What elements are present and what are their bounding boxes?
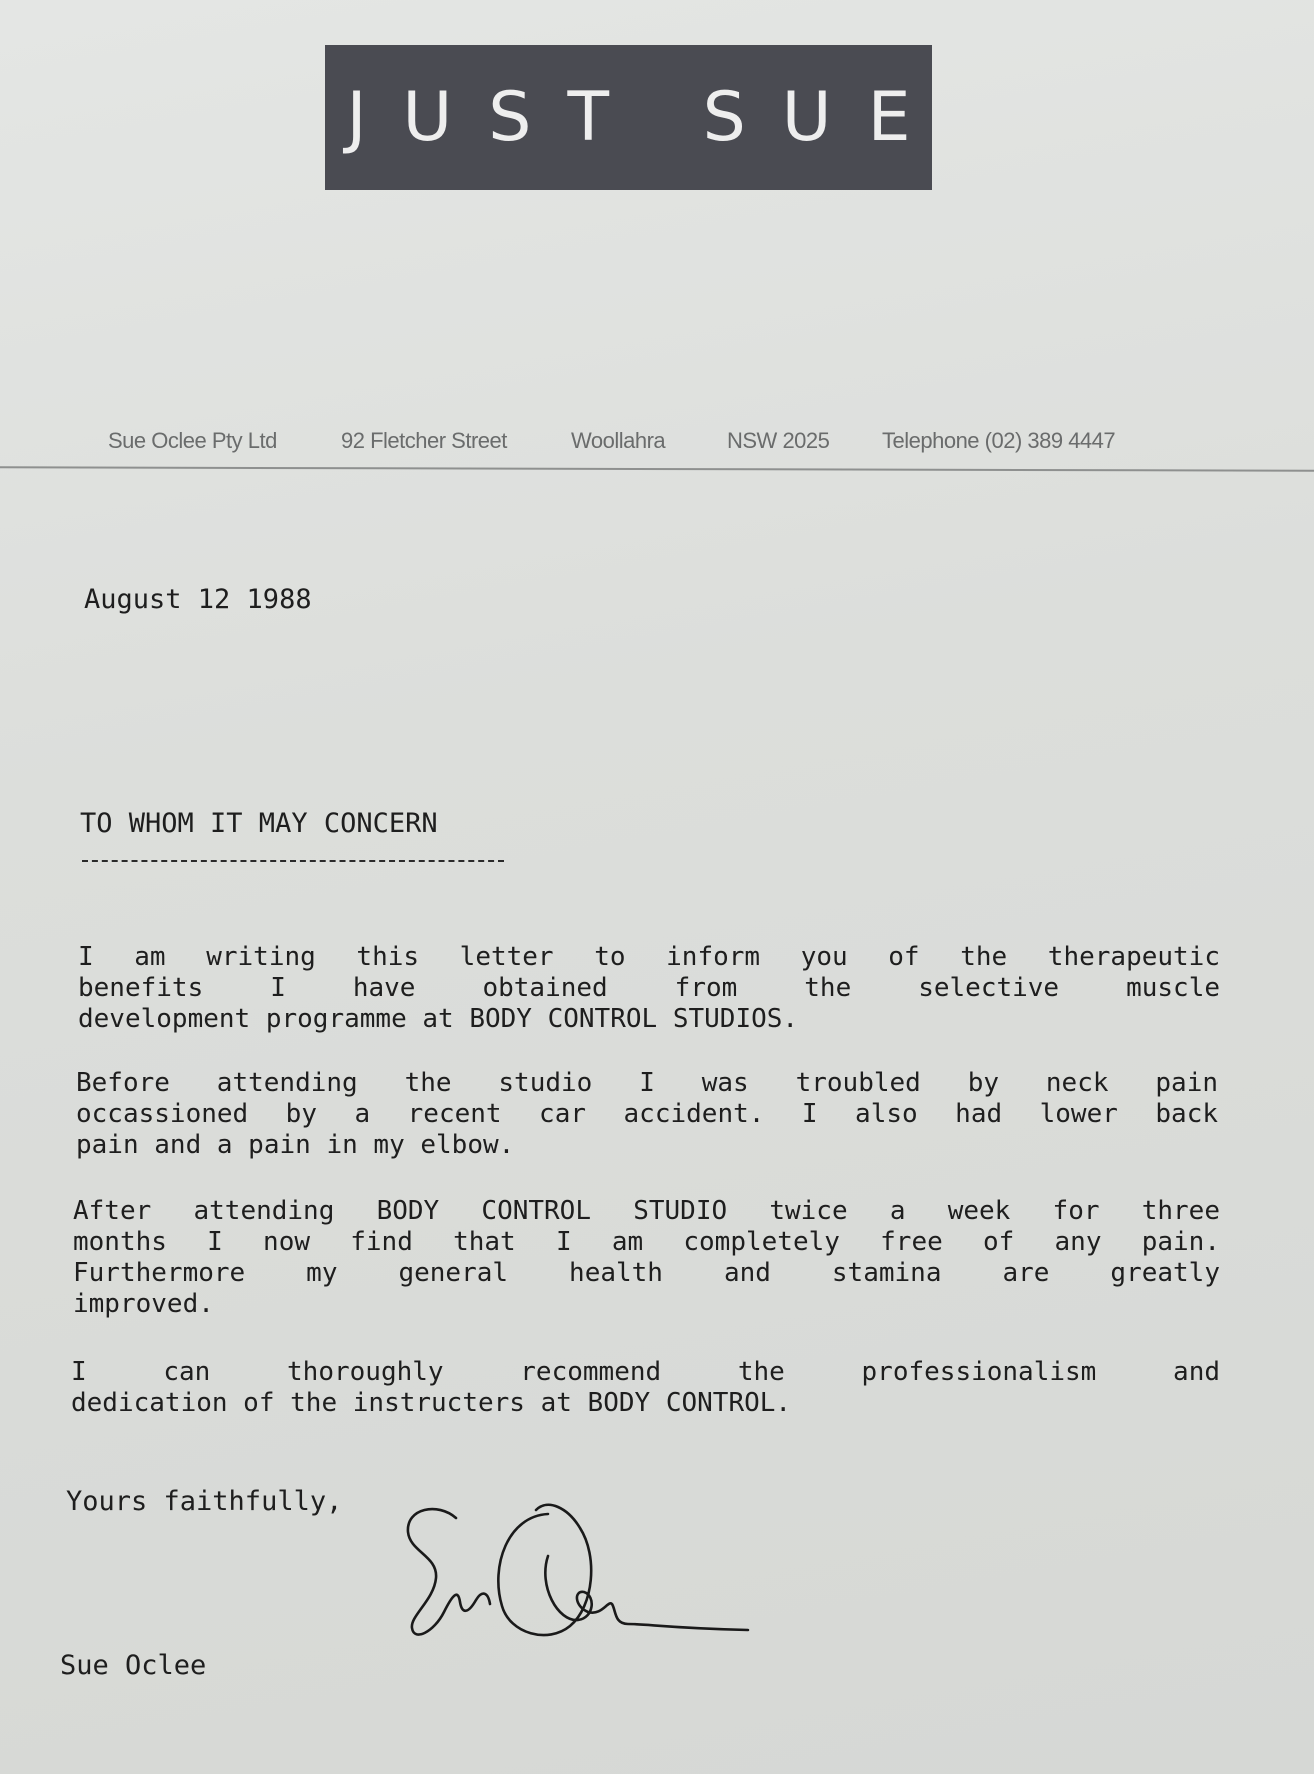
letterhead-divider <box>0 466 1314 471</box>
paragraph-line: I am writing this letter to inform you of the therapeutic <box>78 942 1220 972</box>
paragraph-3 <box>73 1196 1220 1320</box>
letterhead-telephone: Telephone (02) 389 4447 <box>882 428 1116 453</box>
salutation-underline <box>82 860 504 862</box>
letter-date: August 12 1988 <box>84 584 312 615</box>
paragraph-line: I can thoroughly recommend the professionalism and <box>71 1357 1220 1387</box>
paragraph-1 <box>78 942 1220 1035</box>
letterhead-suburb: Woollahra <box>571 428 666 453</box>
logo-text: JUST SUE <box>346 78 947 157</box>
signature-name: Sue Oclee <box>60 1650 207 1681</box>
paragraph-line: benefits I have obtained from the selective muscle <box>78 973 1220 1003</box>
logo-box <box>325 45 947 190</box>
letterhead-company: Sue Oclee Pty Ltd <box>108 428 277 453</box>
paragraph-line: occassioned by a recent car accident. I also had lower back <box>76 1099 1218 1129</box>
letter-closing: Yours faithfully, <box>66 1486 343 1517</box>
paragraph-line: months I now find that I am completely free of any pain. <box>73 1227 1220 1257</box>
paragraph-line: improved. <box>73 1289 214 1319</box>
letterhead-state-postcode: NSW 2025 <box>727 428 830 453</box>
letterhead-street: 92 Fletcher Street <box>341 428 507 453</box>
letter-salutation: TO WHOM IT MAY CONCERN <box>80 808 438 839</box>
paragraph-line: Furthermore my general health and stamina are greatly <box>73 1258 1220 1288</box>
paragraph-line: pain and a pain in my elbow. <box>76 1130 515 1160</box>
signature-image <box>398 1496 758 1646</box>
paragraph-line: After attending BODY CONTROL STUDIO twice a week for three <box>73 1196 1220 1226</box>
letterhead-address-bar <box>0 428 1314 458</box>
paragraph-line: dedication of the instructers at BODY CONTROL. <box>71 1388 792 1418</box>
paragraph-line: Before attending the studio I was troubled by neck pain <box>76 1068 1218 1098</box>
paragraph-line: development programme at BODY CONTROL STUDIOS. <box>78 1004 799 1034</box>
paragraph-2 <box>76 1068 1218 1161</box>
paragraph-4 <box>71 1357 1220 1419</box>
